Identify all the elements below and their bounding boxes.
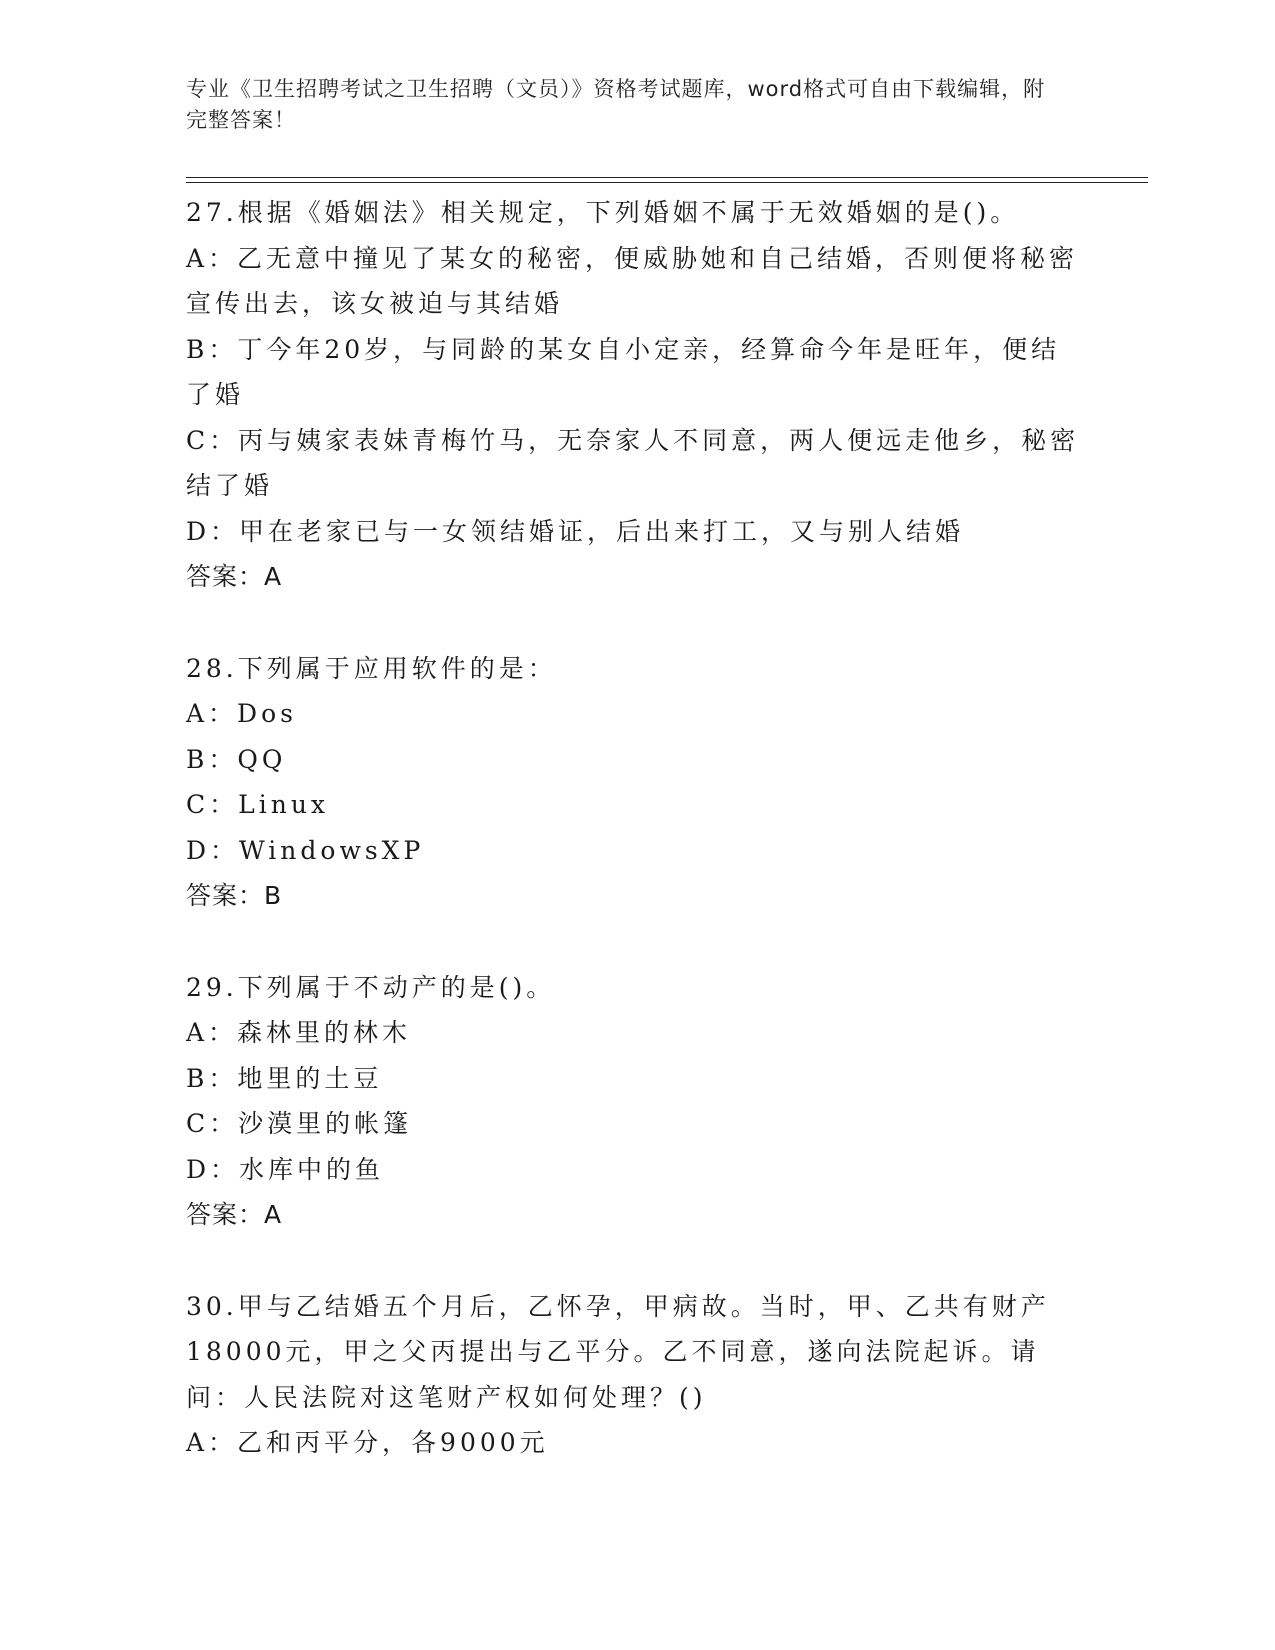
answer-label: 答案：A (186, 562, 283, 591)
option-b: B：地里的土豆 (186, 1063, 383, 1093)
option-a: A：森林里的林木 (186, 1018, 412, 1047)
question-29 (186, 965, 1086, 1238)
option-a: A：乙无意中撞见了某女的秘密，便威胁她和自己结婚，否则便将秘密宣传出去，该女被迫与其结婚 (186, 243, 1079, 318)
question-stem: 30.甲与乙结婚五个月后，乙怀孕，甲病故。当时，甲、乙共有财产18000元，甲之父丙提出与乙平分。乙不同意，遂向法院起诉。请问：人民法院对这笔财产权如何处理？() (186, 1291, 1050, 1412)
option-a: A：乙和丙平分，各9000元 (186, 1428, 549, 1457)
option-b: B：丁今年20岁，与同龄的某女自小定亲，经算命今年是旺年，便结了婚 (186, 334, 1061, 409)
question-30 (186, 1284, 1086, 1466)
option-d: D：WindowsXP (186, 835, 425, 865)
option-c: C：丙与姨家表妹青梅竹马，无奈家人不同意，两人便远走他乡，秘密结了婚 (186, 425, 1080, 500)
question-28 (186, 646, 1086, 919)
option-a: A：Dos (186, 699, 297, 728)
option-d: D：水库中的鱼 (186, 1154, 385, 1184)
header-divider-top (186, 177, 1148, 178)
question-27 (186, 190, 1086, 600)
document-header: 专业《卫生招聘考试之卫生招聘（文员）》资格考试题库，word格式可自由下载编辑，附完整答案！ (186, 77, 1046, 132)
header-divider-bottom (186, 182, 1148, 183)
option-c: C：Linux (186, 790, 330, 819)
option-b: B：QQ (186, 744, 287, 774)
answer-label: 答案：A (186, 1200, 283, 1229)
option-d: D：甲在老家已与一女领结婚证，后出来打工，又与别人结婚 (186, 516, 965, 546)
answer-label: 答案：B (186, 881, 283, 910)
question-stem: 27.根据《婚姻法》相关规定，下列婚姻不属于无效婚姻的是()。 (186, 198, 1020, 227)
question-stem: 29.下列属于不动产的是()。 (186, 972, 556, 1002)
question-list (186, 190, 1086, 1512)
question-stem: 28.下列属于应用软件的是： (186, 653, 557, 683)
option-c: C：沙漠里的帐篷 (186, 1109, 413, 1138)
